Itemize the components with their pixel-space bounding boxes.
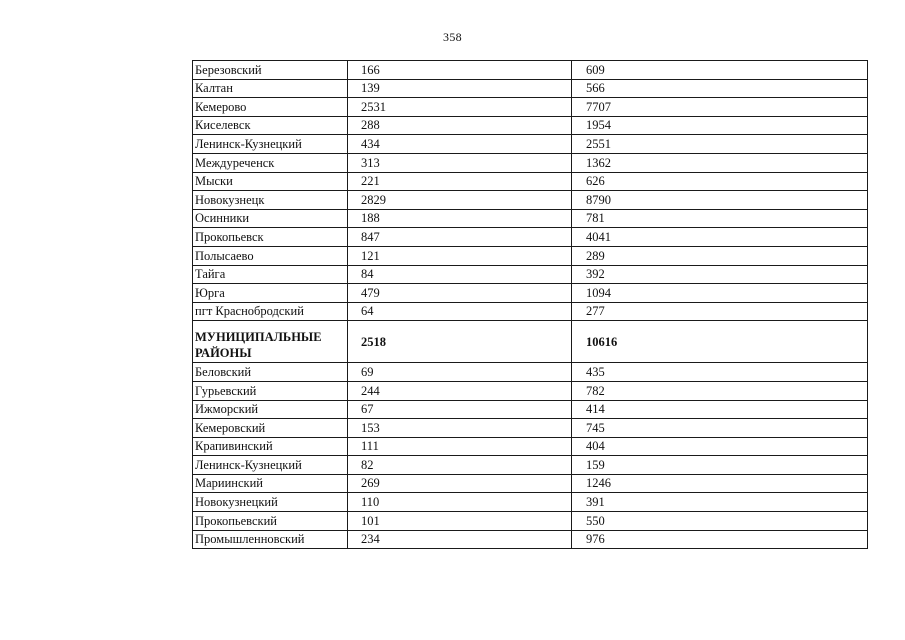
row-name-cell: Юрга [193, 284, 348, 303]
value-b-cell: 745 [572, 419, 868, 438]
table-row [193, 456, 868, 475]
table-row [193, 512, 868, 531]
page-number: 358 [443, 30, 462, 44]
value-b-cell: 2551 [572, 135, 868, 154]
table-row [193, 61, 868, 80]
row-name-cell: Междуреченск [193, 153, 348, 172]
value-a-cell: 847 [348, 228, 572, 247]
row-name-cell: Гурьевский [193, 381, 348, 400]
value-b-cell: 1362 [572, 153, 868, 172]
table-row [193, 79, 868, 98]
value-a-cell: 2518 [348, 321, 572, 363]
value-b-cell: 392 [572, 265, 868, 284]
row-name-cell: Полысаево [193, 246, 348, 265]
row-name-cell: пгт Краснобродский [193, 302, 348, 321]
table-row [193, 363, 868, 382]
value-a-cell: 188 [348, 209, 572, 228]
row-name-cell: Мариинский [193, 474, 348, 493]
row-name-cell: Промышленновский [193, 530, 348, 549]
value-b-cell: 782 [572, 381, 868, 400]
value-a-cell: 2531 [348, 98, 572, 117]
table-row [193, 474, 868, 493]
value-b-cell: 1094 [572, 284, 868, 303]
row-name-cell: Новокузнецкий [193, 493, 348, 512]
table-row [193, 437, 868, 456]
row-name-cell: Новокузнецк [193, 191, 348, 210]
value-b-cell: 277 [572, 302, 868, 321]
value-a-cell: 121 [348, 246, 572, 265]
table-row [193, 265, 868, 284]
value-b-cell: 609 [572, 61, 868, 80]
row-name-cell: Ленинск-Кузнецкий [193, 456, 348, 475]
value-a-cell: 221 [348, 172, 572, 191]
table-row [193, 116, 868, 135]
row-name-cell: Беловский [193, 363, 348, 382]
value-b-cell: 1954 [572, 116, 868, 135]
value-a-cell: 110 [348, 493, 572, 512]
table-row [193, 209, 868, 228]
row-name-cell: Березовский [193, 61, 348, 80]
value-a-cell: 69 [348, 363, 572, 382]
value-b-cell: 435 [572, 363, 868, 382]
value-a-cell: 269 [348, 474, 572, 493]
value-a-cell: 153 [348, 419, 572, 438]
value-b-cell: 781 [572, 209, 868, 228]
value-b-cell: 159 [572, 456, 868, 475]
value-a-cell: 234 [348, 530, 572, 549]
table-row [193, 191, 868, 210]
value-a-cell: 67 [348, 400, 572, 419]
value-a-cell: 139 [348, 79, 572, 98]
row-name-cell: Киселевск [193, 116, 348, 135]
row-name-cell: Прокопьевский [193, 512, 348, 531]
row-name-cell: Прокопьевск [193, 228, 348, 247]
value-b-cell: 414 [572, 400, 868, 419]
table-row [193, 172, 868, 191]
row-name-cell: Кемеровский [193, 419, 348, 438]
value-a-cell: 479 [348, 284, 572, 303]
row-name-cell: Осинники [193, 209, 348, 228]
row-name-cell: Крапивинский [193, 437, 348, 456]
row-name-cell: Ленинск-Кузнецкий [193, 135, 348, 154]
statistics-table [192, 60, 868, 549]
row-name-cell: Кемерово [193, 98, 348, 117]
table-row [193, 284, 868, 303]
value-a-cell: 2829 [348, 191, 572, 210]
table-row [193, 419, 868, 438]
value-a-cell: 166 [348, 61, 572, 80]
value-a-cell: 313 [348, 153, 572, 172]
value-b-cell: 626 [572, 172, 868, 191]
value-a-cell: 244 [348, 381, 572, 400]
table-row [193, 400, 868, 419]
value-b-cell: 7707 [572, 98, 868, 117]
value-b-cell: 8790 [572, 191, 868, 210]
value-a-cell: 64 [348, 302, 572, 321]
value-b-cell: 1246 [572, 474, 868, 493]
value-b-cell: 404 [572, 437, 868, 456]
value-b-cell: 289 [572, 246, 868, 265]
row-name-cell: МУНИЦИПАЛЬНЫЕ РАЙОНЫ [193, 321, 348, 363]
table-row [193, 98, 868, 117]
value-b-cell: 976 [572, 530, 868, 549]
table-row [193, 493, 868, 512]
value-a-cell: 434 [348, 135, 572, 154]
value-a-cell: 101 [348, 512, 572, 531]
value-a-cell: 111 [348, 437, 572, 456]
value-a-cell: 82 [348, 456, 572, 475]
table-row [193, 246, 868, 265]
value-b-cell: 550 [572, 512, 868, 531]
value-a-cell: 288 [348, 116, 572, 135]
table-row [193, 381, 868, 400]
table-body [193, 61, 868, 549]
row-name-cell: Мыски [193, 172, 348, 191]
row-name-cell: Калтан [193, 79, 348, 98]
table-row [193, 135, 868, 154]
section-row [193, 321, 868, 363]
table-row [193, 530, 868, 549]
row-name-cell: Тайга [193, 265, 348, 284]
row-name-cell: Ижморский [193, 400, 348, 419]
value-b-cell: 10616 [572, 321, 868, 363]
table-row [193, 228, 868, 247]
value-b-cell: 4041 [572, 228, 868, 247]
value-b-cell: 566 [572, 79, 868, 98]
table-row [193, 302, 868, 321]
table-row [193, 153, 868, 172]
value-b-cell: 391 [572, 493, 868, 512]
value-a-cell: 84 [348, 265, 572, 284]
